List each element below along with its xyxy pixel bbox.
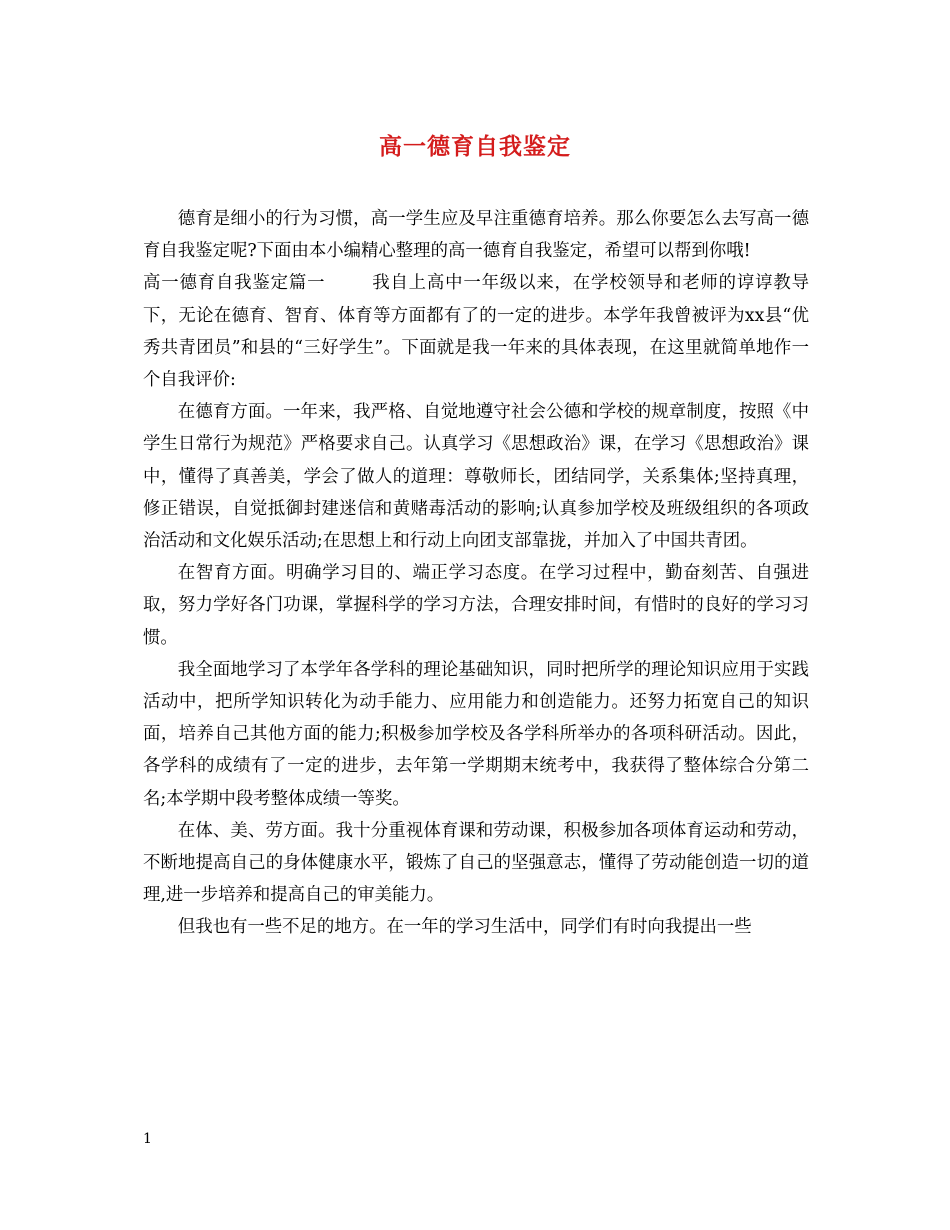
physical-aesthetic-labor-paragraph: 在体、美、劳方面。我十分重视体育课和劳动课，积极参加各项体育运动和劳动，不断地提高自己的身体健康水平，锻炼了自己的坚强意志，懂得了劳动能创造一切的道理,进一步培养和提高自己的审美能力。 [143, 820, 809, 906]
section-lead-paragraph [143, 267, 809, 396]
moral-education-paragraph: 在德育方面。一年来，我严格、自觉地遵守社会公德和学校的规章制度，按照《中学生日常行为规范》严格要求自己。认真学习《思想政治》课，在学习《思想政治》课中，懂得了真善美，学会了做人的道理：尊敬师长，团结同学，关系集体;坚持真理，修正错误，自觉抵御封建迷信和黄赌毒活动的影响;认真参加学校及班级组织的各项政治活动和文化娱乐活动;在思想上和行动上向团支部靠拢，并加入了中国共青团。 [143, 402, 809, 552]
section-heading: 高一德育自我鉴定篇一 [143, 273, 326, 294]
shortcomings-paragraph: 但我也有一些不足的地方。在一年的学习生活中，同学们有时向我提出一些 [177, 917, 752, 938]
intellectual-education-paragraph: 在智育方面。明确学习目的、端正学习态度。在学习过程中，勤奋刻苦、自强进取，努力学好各门功课，掌握科学的学习方法，合理安排时间，有惜时的良好的学习习惯。 [143, 563, 809, 648]
page-number: 1 [143, 1131, 152, 1147]
knowledge-paragraph: 我全面地学习了本学年各学科的理论基础知识，同时把所学的理论知识应用于实践活动中，把所学知识转化为动手能力、应用能力和创造能力。还努力拓宽自己的知识面，培养自己其他方面的能力;积极参加学校及各学科所举办的各项科研活动。因此，各学科的成绩有了一定的进步，去年第一学期期末统考中，我获得了整体综合分第二名;本学期中段考整体成绩一等奖。 [143, 659, 809, 809]
intro-paragraph: 德育是细小的行为习惯，高一学生应及早注重德育培养。那么你要怎么去写高一德育自我鉴定呢?下面由本小编精心整理的高一德育自我鉴定，希望可以帮到你哦! [143, 209, 809, 262]
document-title: 高一德育自我鉴定 [379, 133, 571, 160]
section-intro-text: 我自上高中一年级以来，在学校领导和老师的谆谆教导下，无论在德育、智育、体育等方面都有了的一定的进步。本学年我曾被评为xx县“优秀共青团员”和县的“三好学生”。下面就是我一年来的具体表现，在这里就简单地作一个自我评价: [143, 273, 809, 391]
document-body [143, 203, 809, 944]
